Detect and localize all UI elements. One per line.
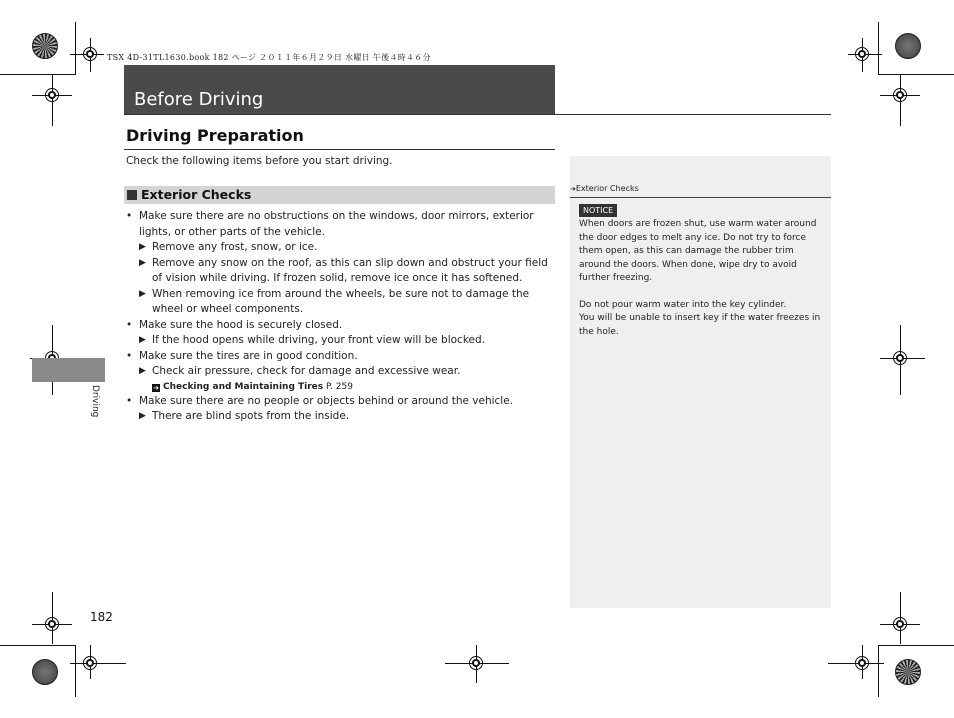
bullet-icon: • xyxy=(126,318,133,331)
header-divider xyxy=(124,114,831,115)
list-subitem xyxy=(139,333,556,349)
list-subitem xyxy=(139,256,556,287)
bullet-icon: • xyxy=(126,349,133,362)
reference-arrow-icon: ➔ xyxy=(570,185,576,193)
chapter-side-tab xyxy=(32,358,105,382)
list-subitem-text: Remove any frost, snow, or ice. xyxy=(152,241,318,253)
page-reference-link[interactable] xyxy=(126,380,556,394)
section-title: Driving Preparation xyxy=(126,126,304,145)
list-subitem xyxy=(139,240,556,256)
checklist xyxy=(126,209,556,425)
page-number: 182 xyxy=(90,610,113,624)
triangle-right-icon: ▶ xyxy=(139,335,146,345)
list-subitem-text: When removing ice from around the wheels, be sure not to damage the wheel or wheel components. xyxy=(152,287,530,315)
list-subitem-text: There are blind spots from the inside. xyxy=(152,410,350,422)
subsection-title: Exterior Checks xyxy=(141,187,252,202)
section-intro: Check the following items before you start driving. xyxy=(126,155,393,167)
sidebar-paragraph: When doors are frozen shut, use warm water around the door edges to melt any ice. Do not try to force them open, as this can damage the rubber trim around the doors. When done, wipe dry to avoid further freezing. xyxy=(579,219,817,283)
triangle-right-icon: ▶ xyxy=(139,366,146,376)
list-item-text: Make sure the tires are in good condition. xyxy=(139,349,358,362)
list-subitem-text: Check air pressure, check for damage and excessive wear. xyxy=(152,365,461,377)
list-subitem xyxy=(139,364,556,380)
list-item xyxy=(126,394,556,410)
sidebar-paragraph: Do not pour warm water into the key cylinder. xyxy=(579,300,787,310)
list-item xyxy=(126,209,556,240)
triangle-right-icon: ▶ xyxy=(139,242,146,252)
bullet-icon: • xyxy=(126,394,133,407)
list-subitem xyxy=(139,409,556,425)
list-item xyxy=(126,318,556,334)
chapter-title: Before Driving xyxy=(134,89,264,110)
triangle-right-icon: ▶ xyxy=(139,257,146,268)
sidebar-divider xyxy=(570,197,831,198)
list-subitem-text: Remove any snow on the roof, as this can slip down and obstruct your field of vision while driving. If frozen solid, remove ice once it has softened. xyxy=(152,256,548,284)
list-item xyxy=(126,349,556,365)
sidebar-heading-text: Exterior Checks xyxy=(575,184,639,193)
triangle-right-icon: ▶ xyxy=(139,411,146,421)
triangle-right-icon: ▶ xyxy=(139,288,146,299)
list-subitem xyxy=(139,287,556,318)
print-header-text: TSX 4D-31TL1630.book 182 ページ ２０１１年６月２９日 水曜日 午後４時４６分 xyxy=(107,53,431,62)
reference-page: P. 259 xyxy=(326,381,353,392)
square-bullet-icon xyxy=(127,190,137,200)
reference-label: Checking and Maintaining Tires xyxy=(163,381,324,392)
list-subitem-text: If the hood opens while driving, your front view will be blocked. xyxy=(152,334,485,346)
list-item-text: Make sure there are no obstructions on the windows, door mirrors, exterior lights, or other parts of the vehicle. xyxy=(139,210,534,238)
list-item-text: Make sure there are no people or objects behind or around the vehicle. xyxy=(139,394,514,407)
sidebar-heading xyxy=(570,184,639,193)
bullet-icon: • xyxy=(126,210,133,222)
sidebar-paragraph: You will be unable to insert key if the water freezes in the hole. xyxy=(579,313,821,337)
reference-arrow-icon: ➔ xyxy=(153,383,159,392)
section-divider xyxy=(124,149,555,150)
notice-badge: NOTICE xyxy=(579,204,617,217)
list-item-text: Make sure the hood is securely closed. xyxy=(139,318,343,331)
chapter-side-label: Driving xyxy=(90,385,100,418)
